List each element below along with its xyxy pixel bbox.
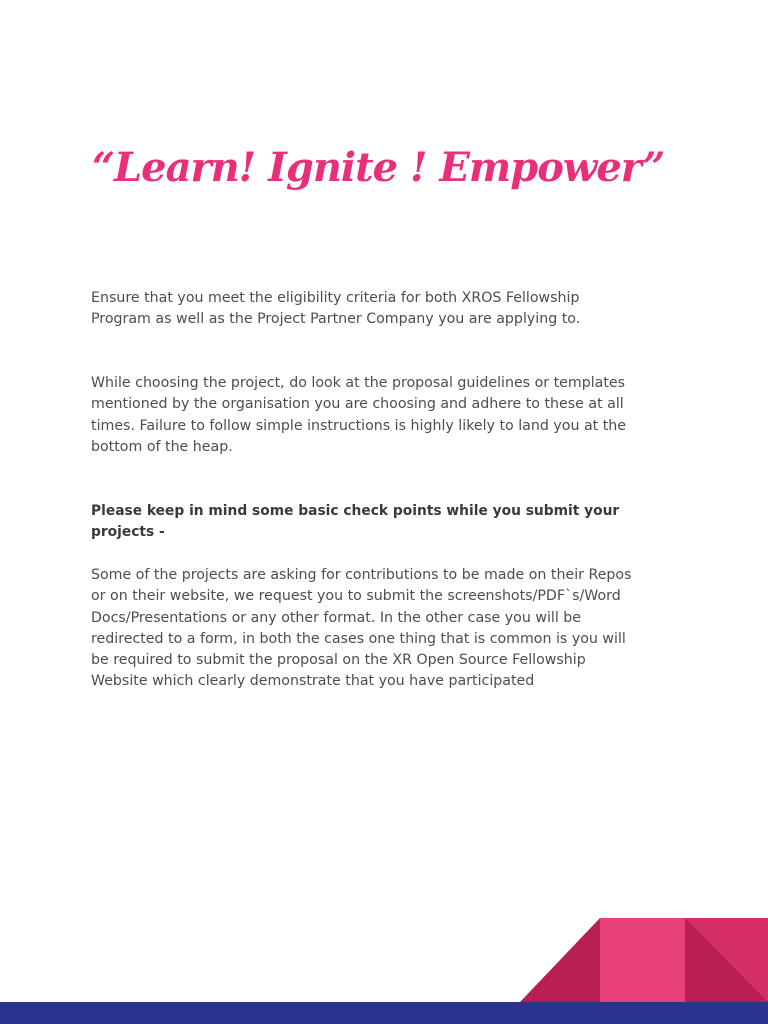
text-line: mentioned by the organisation you are choosing and adhere to these at all	[91, 396, 624, 413]
text-line: redirected to a form, in both the cases one thing that is common is you will	[91, 630, 626, 647]
text-line: Some of the projects are asking for contributions to be made on their Repos	[91, 567, 632, 583]
eligibility-paragraph	[91, 288, 691, 331]
bottom-bar	[0, 1002, 768, 1024]
headline: “Learn! Ignite ! Empower”	[92, 144, 665, 191]
guidelines-paragraph	[91, 373, 691, 458]
corner-decoration	[500, 900, 768, 1002]
text-line: Please keep in mind some basic check points while you submit your	[91, 503, 620, 519]
corner-shape-left	[520, 918, 600, 1002]
text-line: projects -	[91, 524, 165, 541]
submission-paragraph	[91, 565, 691, 693]
text-line: Docs/Presentations or any other format. In the other case you will be	[91, 609, 582, 626]
text-line: or on their website, we request you to submit the screenshots/PDF`s/Word	[91, 588, 621, 605]
text-line: Website which clearly demonstrate that you have participated	[91, 673, 535, 690]
checkpoints-heading	[91, 501, 691, 544]
corner-shape-center	[600, 918, 685, 1002]
text-line: bottom of the heap.	[91, 438, 233, 455]
text-line: Ensure that you meet the eligibility criteria for both XROS Fellowship	[91, 290, 580, 306]
text-line: times. Failure to follow simple instructions is highly likely to land you at the	[91, 417, 627, 434]
text-line: While choosing the project, do look at the proposal guidelines or templates	[91, 375, 626, 391]
text-line: Program as well as the Project Partner Company you are applying to.	[91, 311, 581, 328]
text-line: be required to submit the proposal on the XR Open Source Fellowship	[91, 652, 586, 669]
